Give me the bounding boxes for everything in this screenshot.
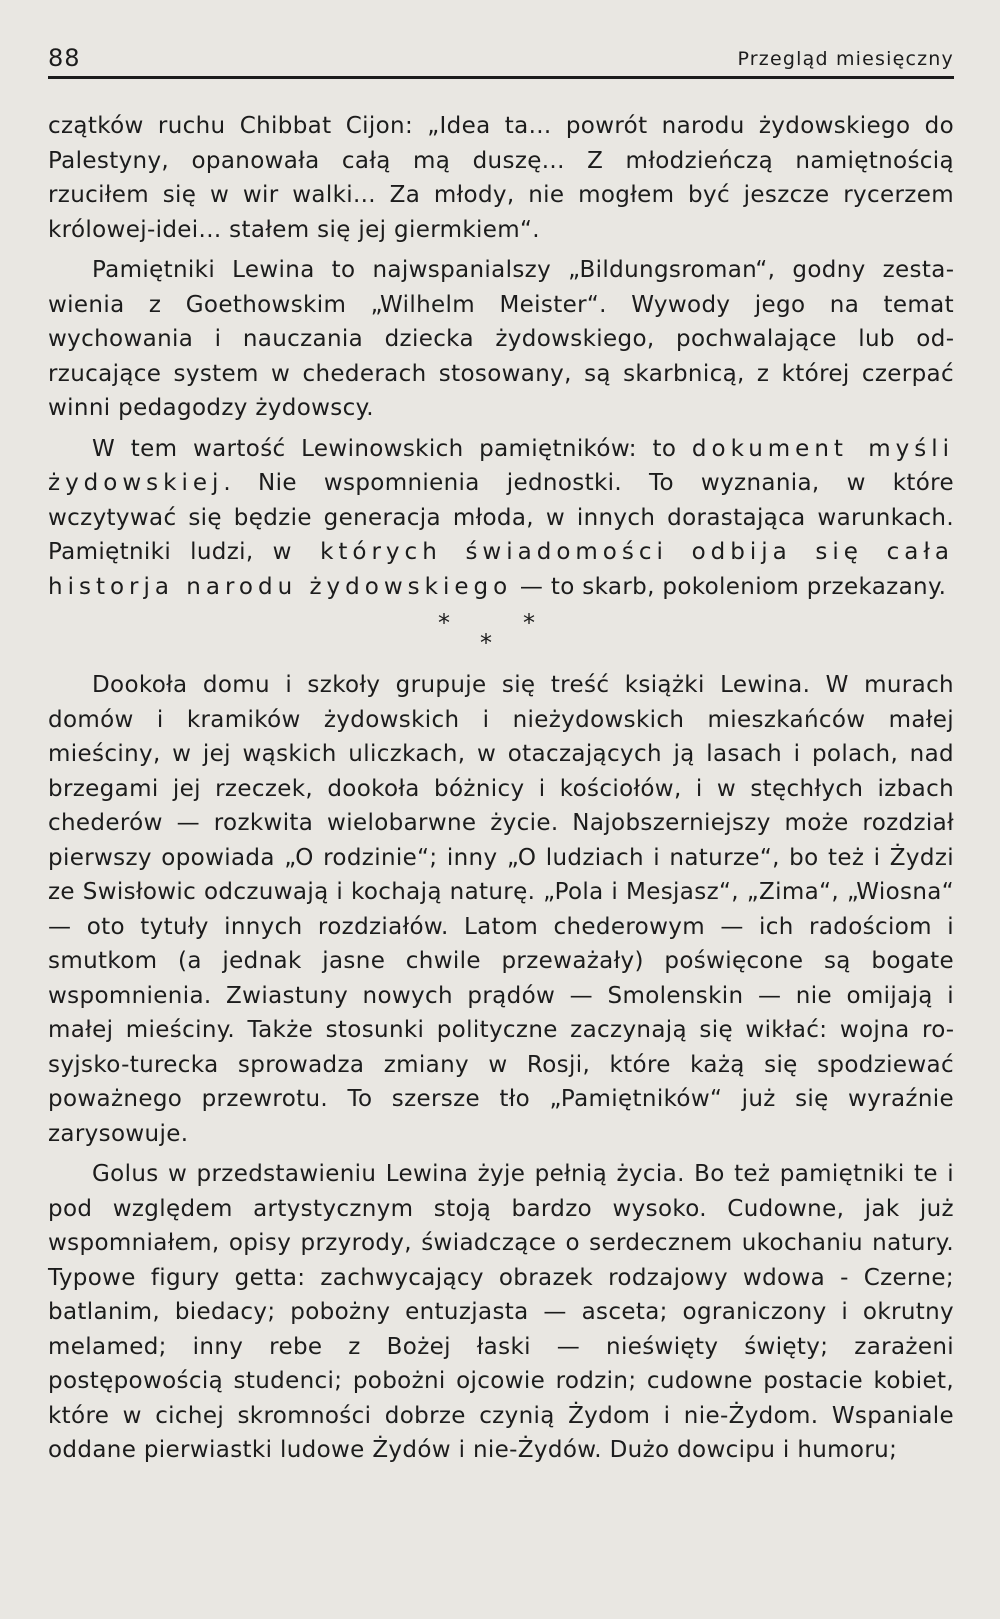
emphasis-document-phrase: dokument myśli żydowskiej (48, 435, 954, 496)
journal-title: Przegląd miesięczny (737, 48, 954, 70)
separator-asterisk: * (438, 609, 451, 637)
body-text (48, 109, 954, 1468)
paragraph-1: czątków ruchu Chibbat Cijon: „Idea ta... powrót narodu żydowskiego do Palestyny, opanowała całą mą duszę... Z młodzieńczą namiętnością rzuciłem się w wir walki... Za młody, nie mogłem być jeszcze rycerzem królowej-idei... stałem się jej giermkiem“. (48, 113, 954, 243)
paragraph-5: Golus w przedstawieniu Lewina żyje pełnią życia. Bo też pamiętniki te i pod względem artystycznym stoją bardzo wysoko. Cudowne, jak już wspomniałem, opisy przyrody, świadczące o serdecznem ukochaniu natury. Typowe figury getta: zachwycający obrazek rodzajowy wdowa - Czerne; batlanim, biedacy; pobożny entuzjasta — asceta; ograniczony i okrutny melamed; inny rebe z Bożej łaski — nieświęty święty; zarażeni postępowością studenci; pobożni ojcowie rodzin; cudowne postacie kobiet, które w cichej skromności dobrze czynią Żydom i nie-Żydom. Wspaniale oddane pierwiastki ludowe Żydów i nie-Żydów. Dużo dowcipu i humoru; (48, 1161, 954, 1463)
header-rule (48, 76, 954, 79)
running-head (48, 40, 954, 76)
separator-asterisk: * (523, 609, 536, 637)
paragraph-4: Dookoła domu i szkoły grupuje się treść książki Lewina. W murach domów i kramików żydowskich i nieżydowskich mieszkańców małej mieściny, w jej wąskich uliczkach, w otaczających ją lasach i polach, nad brzegami jej rzeczek, dookoła bóżnicy i kościołów, i w stęchłych izbach chederów — rozkwita wielobarwne życie. Najobszerniejszy może rozdział pierwszy opowiada „O rodzinie“; inny „O ludziach i naturze“, bo też i Żydzi ze Swisłowic odczuwają i kochają naturę. „Pola i Mesjasz“, „Zima“, „Wiosna“ — oto tytuły innych rozdziałów. Latom chederowym — ich radościom i smutkom (a jednak jasne chwile przeważały) poświęcone są bogate wspomnienia. Zwiastuny nowych prądów — Smolenskin — nie omijają i małej mieściny. Także stosunki polityczne zaczynają się wikłać: wojna rosyjsko-turecka sprowadza zmiany w Rosji, które każą się spodziewać poważnego przewrotu. To szersze tło „Pamiętników“ już się wyraźnie zarysowuje. (48, 672, 954, 1147)
emphasis-history-phrase: w których świadomości odbija się cała historja narodu żydowskiego (48, 539, 954, 600)
paragraph-3 (48, 432, 954, 605)
paragraph-3-text-b: . Nie wspomnienia jednostki. To wyznania, w które wczytywać się będzie generacja młoda, w innych dorastająca warunkach. Pamiętniki ludzi, (48, 470, 954, 565)
paragraph-2: Pamiętniki Lewina to najwspanialszy „Bildungsroman“, godny zestawienia z Goethowskim „Wilhelm Meister“. Wywody jego na temat wychowania i nauczania dziecka żydowskiego, pochwalające lub odrzucające system w chederach stosowany, są skarbnicą, z której czerpać winni pedagodzy żydowscy. (48, 257, 954, 421)
page-number: 88 (48, 44, 81, 72)
paragraph-3-text-c: — to skarb, pokoleniom przekazany. (512, 573, 947, 600)
paragraph-3-text-a: W tem wartość Lewinowskich pamiętników: to (92, 435, 692, 462)
section-separator (48, 606, 954, 668)
separator-asterisk: * (480, 629, 493, 657)
book-page (48, 40, 954, 1600)
